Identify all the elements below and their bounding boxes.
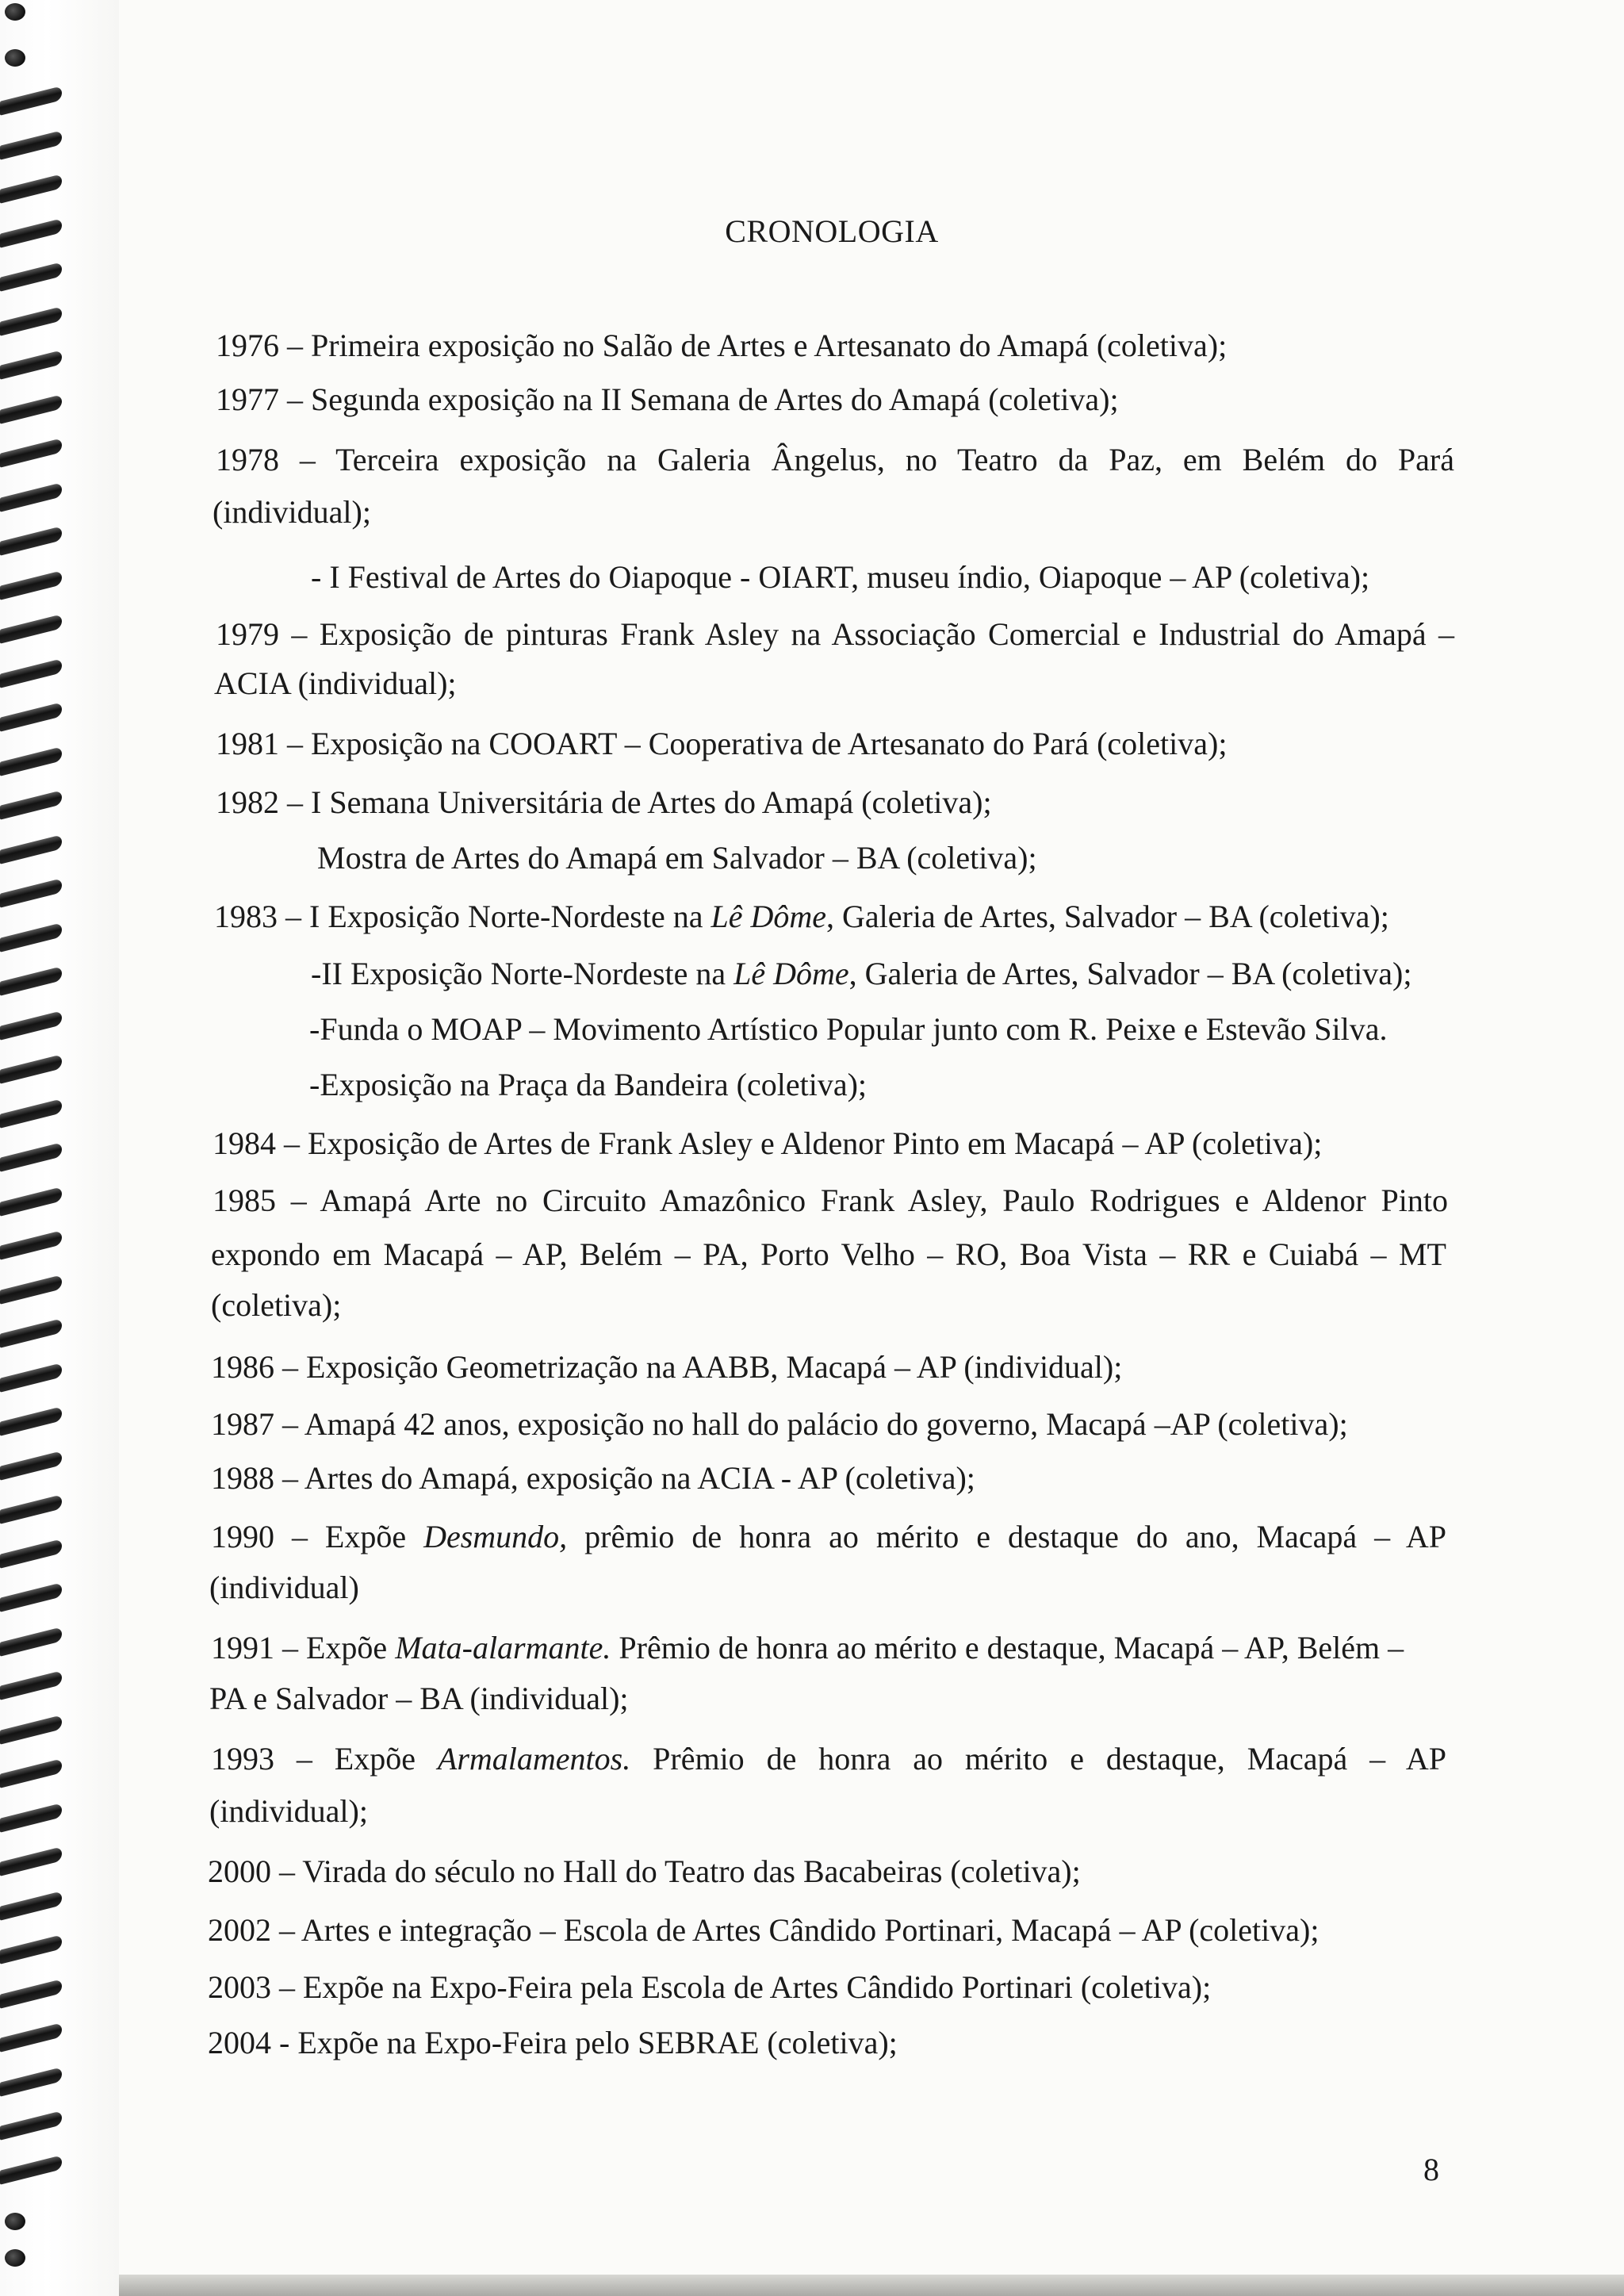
binding-coil (0, 1891, 62, 1920)
binding-coil (0, 570, 62, 600)
entry-1985-cities: expondo em Macapá – AP, Belém – PA, Porto Velho – RO, Boa Vista – RR e Cuiabá – MT (211, 1236, 1446, 1272)
entry-1993-text-end: Prêmio de honra ao mérito e destaque, Macapá – AP (630, 1741, 1447, 1777)
entry-1985-continued: (coletiva); (211, 1287, 342, 1323)
binding-coil (0, 130, 62, 159)
entry-2000: 2000 – Virada do século no Hall do Teatro das Bacabeiras (coletiva); (208, 1853, 1081, 1889)
entry-1993-continued: (individual); (209, 1793, 368, 1829)
entry-1976: 1976 – Primeira exposição no Salão de Artes e Artesanato do Amapá (coletiva); (216, 328, 1228, 363)
binding-coil (0, 790, 62, 819)
binding-coil (0, 2067, 62, 2096)
entry-1983-text-end: , Galeria de Artes, Salvador – BA (coletiva); (826, 899, 1389, 934)
binding-coil (0, 834, 62, 864)
entry-2004: 2004 - Expõe na Expo-Feira pelo SEBRAE (coletiva); (208, 2025, 898, 2060)
binding-coil (5, 3, 25, 21)
entry-1991-text: 1991 – Expõe (211, 1630, 396, 1665)
binding-coil (0, 1715, 62, 1744)
page-title: CRONOLOGIA (725, 213, 939, 249)
entry-1990 (211, 1518, 1446, 1556)
binding-coil (0, 438, 62, 467)
entry-1988: 1988 – Artes do Amapá, exposição na ACIA - AP (coletiva); (211, 1460, 975, 1496)
entry-1977: 1977 – Segunda exposição na II Semana de Artes do Amapá (coletiva); (216, 381, 1119, 417)
binding-coil (5, 2213, 25, 2230)
binding-coil (0, 1539, 62, 1568)
binding-coil (0, 350, 62, 379)
entry-1983-second-venue: Lê Dôme (733, 956, 849, 991)
entry-1979: 1979 – Exposição de pinturas Frank Asley na Associação Comercial e Industrial do Amapá – (216, 616, 1454, 652)
binding-coil (0, 1582, 62, 1612)
entry-1991-continued: PA e Salvador – BA (individual); (209, 1681, 629, 1716)
binding-coil (0, 1010, 62, 1040)
entry-2002: 2002 – Artes e integração – Escola de Artes Cândido Portinari, Macapá – AP (coletiva); (208, 1912, 1320, 1948)
binding-coil (0, 2022, 62, 2052)
entry-1990-text-end: prêmio de honra ao mérito e destaque do ano, Macapá – AP (567, 1519, 1446, 1554)
entry-1990-text: 1990 – Expõe (211, 1519, 424, 1554)
entry-1985: 1985 – Amapá Arte no Circuito Amazônico Frank Asley, Paulo Rodrigues e Aldenor Pinto (213, 1182, 1448, 1218)
binding-coil (0, 306, 62, 335)
binding-coil (0, 482, 62, 512)
entry-1993 (211, 1740, 1446, 1778)
entry-1982: 1982 – I Semana Universitária de Artes do Amapá (coletiva); (216, 784, 992, 820)
entry-1987: 1987 – Amapá 42 anos, exposição no hall do palácio do governo, Macapá –AP (coletiva); (211, 1406, 1348, 1442)
entry-1984: 1984 – Exposição de Artes de Frank Asley e Aldenor Pinto em Macapá – AP (coletiva); (213, 1125, 1323, 1161)
entry-1993-work: Armalamentos. (437, 1741, 631, 1777)
binding-coil (0, 1098, 62, 1128)
entry-1983-second-text-end: , Galeria de Artes, Salvador – BA (coletiva); (848, 956, 1412, 991)
binding-coil (0, 1494, 62, 1524)
entry-1983 (214, 898, 1389, 936)
binding-coil (0, 1230, 62, 1259)
entry-1991-text-end: Prêmio de honra ao mérito e destaque, Macapá – AP, Belém – (611, 1630, 1404, 1665)
binding-coil (0, 878, 62, 907)
binding-coil (0, 1451, 62, 1480)
entry-1990-work: Desmundo, (423, 1519, 568, 1554)
binding-coil (0, 526, 62, 555)
entry-2003: 2003 – Expõe na Expo-Feira pela Escola de Artes Cândido Portinari (coletiva); (208, 1969, 1212, 2005)
binding-coil (0, 1142, 62, 1171)
entry-1983-praca: -Exposição na Praça da Bandeira (coletiva); (309, 1067, 868, 1102)
entry-1983-moap: -Funda o MOAP – Movimento Artístico Popular junto com R. Peixe e Estevão Silva. (309, 1011, 1388, 1047)
binding-coil (0, 1318, 62, 1347)
binding-coil (0, 1803, 62, 1832)
binding-coil (0, 394, 62, 424)
spiral-binding (0, 0, 119, 2296)
entry-1991 (211, 1629, 1404, 1667)
binding-coil (0, 1670, 62, 1700)
binding-coil (0, 922, 62, 952)
entry-1983-venue: Lê Dôme (710, 899, 827, 934)
entry-1986: 1986 – Exposição Geometrização na AABB, Macapá – AP (individual); (211, 1349, 1123, 1385)
binding-coil (0, 1054, 62, 1083)
entry-1982-mostra: Mostra de Artes do Amapá em Salvador – BA (coletiva); (317, 840, 1037, 876)
page-number: 8 (1423, 2152, 1439, 2187)
binding-coil (0, 1846, 62, 1876)
binding-coil (0, 1627, 62, 1656)
entry-1978: 1978 – Terceira exposição na Galeria Ângelus, no Teatro da Paz, em Belém do Pará (216, 442, 1454, 477)
binding-coil (0, 1934, 62, 1964)
binding-coil (0, 2155, 62, 2184)
entry-1990-continued: (individual) (209, 1570, 359, 1605)
entry-1978-festival: - I Festival de Artes do Oiapoque - OIART, museu índio, Oiapoque – AP (coletiva); (311, 559, 1370, 595)
binding-coil (0, 1186, 62, 1216)
entry-1983-second-text: -II Exposição Norte-Nordeste na (311, 956, 734, 991)
binding-coil (0, 1406, 62, 1435)
binding-coil (0, 658, 62, 688)
binding-coil (0, 966, 62, 995)
binding-coil (0, 1758, 62, 1788)
binding-coil (5, 2249, 25, 2267)
binding-coil (0, 2110, 62, 2140)
entry-1993-text: 1993 – Expõe (211, 1741, 438, 1777)
binding-coil (0, 1979, 62, 2008)
entry-1979-continued: ACIA (individual); (214, 665, 457, 701)
binding-coil (0, 702, 62, 731)
binding-coil (0, 218, 62, 247)
binding-coil (0, 262, 62, 291)
binding-coil (0, 86, 62, 115)
binding-coil (5, 49, 25, 67)
entry-1978-continued: (individual); (213, 494, 371, 530)
entry-1981: 1981 – Exposição na COOART – Cooperativa de Artesanato do Pará (coletiva); (216, 726, 1228, 761)
binding-coil (0, 746, 62, 776)
binding-coil (0, 614, 62, 643)
page-edge (119, 2275, 1624, 2296)
entry-1983-text: 1983 – I Exposição Norte-Nordeste na (214, 899, 711, 934)
binding-coil (0, 1274, 62, 1304)
binding-coil (0, 1363, 62, 1392)
binding-coil (0, 174, 62, 203)
entry-1991-work: Mata-alarmante. (395, 1630, 611, 1665)
entry-1983-second (311, 955, 1411, 993)
